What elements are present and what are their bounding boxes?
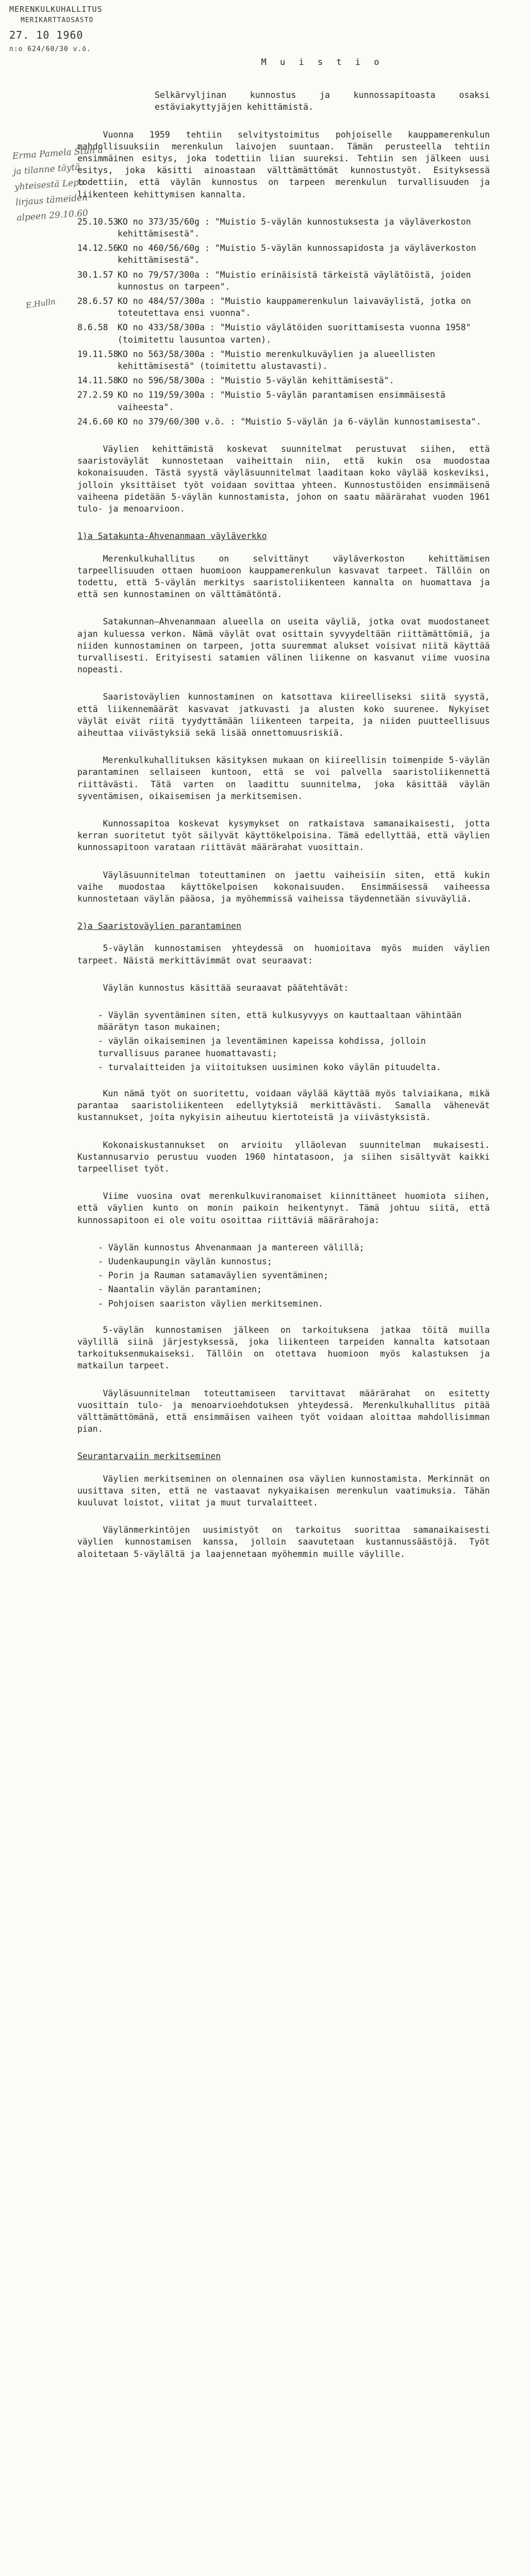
- body-paragraph: Väyläsuunnitelman toteuttamiseen tarvittavat määrärahat on esitetty vuosittain tulo- ja menoarvioehdotuksen yhteydessä. Merenkulkuhallitus pitää välttämättömänä, että ensimmäisen vaiheen työt voidaan aloittaa mahdollisimman pian.: [77, 1388, 490, 1434]
- memo-subject: Selkärvyljinan kunnostus ja kunnossapitoasta osaksi estäviakyttyjäjen kehittämistä.: [155, 90, 490, 112]
- list-item: - Uudenkaupungin väylän kunnostus;: [98, 1257, 272, 1267]
- history-text: KO no 563/58/300a : "Muistio merenkulkuväylien ja alueellisten kehittämisestä" (toimitettu alustavasti).: [118, 349, 435, 371]
- list-item: - Väylän kunnostus Ahvenanmaan ja mantereen välillä;: [98, 1242, 365, 1252]
- history-list: [77, 216, 490, 428]
- body-paragraph: Kokonaiskustannukset on arvioitu ylläolevan suunnitelman mukaisesti. Kustannusarvio perustuu vuoden 1960 hintatasoon, ja siihen sisältyvät kaikki tarpeelliset työt.: [77, 1140, 490, 1174]
- body-paragraph: Kun nämä työt on suoritettu, voidaan väylää käyttää myös talviaikana, mikä parantaa saaristoliikenteen edellytyksiä merkittävästi. Samalla vähenevät kustannukset, joita nykyisin aiheutuu kiertoteistä ja viivästyksistä.: [77, 1089, 490, 1123]
- history-date: 14.11.58: [77, 376, 119, 386]
- history-date: 28.6.57: [77, 296, 113, 307]
- history-date: 24.6.60: [77, 416, 113, 427]
- memo-body: [77, 57, 490, 1575]
- history-text: KO no 433/58/300a : "Muistio väylätöiden suorittamisesta vuonna 1958" (toimitettu lausuntoa varten).: [118, 323, 471, 345]
- section-heading: 2)a Saaristoväylien parantaminen: [77, 921, 241, 931]
- list-item: - turvalaitteiden ja viitoituksen uusiminen koko väylän pituudelta.: [98, 1062, 441, 1072]
- section-heading: Seurantarvaiin merkitseminen: [77, 1451, 221, 1462]
- history-item: [77, 269, 490, 293]
- body-paragraph: Kunnossapitoa koskevat kysymykset on ratkaistava samanaikaisesti, jotta kerran suoritetut työt säilyvät käyttökelpoisina. Tämä edellyttää, että väylien kunnossapitoon varataan riittävät määrärahat vuosittain.: [77, 818, 490, 853]
- history-date: 8.6.58: [77, 323, 108, 333]
- task-list: [77, 1009, 490, 1073]
- history-item: [77, 389, 490, 413]
- body-paragraph: Satakunnan–Ahvenanmaan alueella on useita väyliä, jotka ovat muodostaneet ajan kuluessa verkon. Nämä väylät ovat osittain syvyydeltään riittämättömiä, ja niiden kunnostaminen on tarpeen, jotta suuremmat alukset voisivat niitä käyttää turvallisesti. Erityisesti satamien välinen liikenne on kasvanut viime vuosina nopeasti.: [77, 617, 490, 675]
- list-item: - Porin ja Rauman satamaväylien syventäminen;: [98, 1270, 329, 1281]
- history-text: KO no 596/58/300a : "Muistio 5-väylän kehittämisestä".: [118, 376, 394, 386]
- date-line: 27. 10 1960: [9, 29, 84, 41]
- body-paragraph: Väyläsuunnitelman toteuttaminen on jaettu vaiheisiin siten, että kukin vaihe muodostaa käyttökelpoisen kokonaisuuden. Ensimmäisessä vaiheessa kunnostetaan väylän pääosa, ja myöhemmissä vaiheissa täydennetään sivuväyliä.: [77, 870, 490, 904]
- handwritten-note: Erma Pamela Stun a ja tilanne täytä yhteisestä Lepa lirjaus tämeiden alpeen 29.10.60: [12, 145, 104, 224]
- history-item: [77, 375, 490, 386]
- office-name: MERIKARTTAOSASTO: [21, 16, 94, 24]
- body-paragraph: Väylien merkitseminen on olennainen osa väylien kunnostamista. Merkinnät on uusittava siten, että ne vastaavat nykyaikaisen merenkulun vaatimuksia. Tähän kuuluvat loistot, viitat ja muut turvalaitteet.: [77, 1473, 490, 1508]
- history-item: [77, 348, 490, 372]
- history-text: KO no 373/35/60g : "Muistio 5-väylän kunnostuksesta ja väyläverkoston kehittämisestä".: [118, 216, 471, 239]
- history-date: 14.12.56: [77, 243, 119, 253]
- body-paragraph: Merenkulkuhallitus on selvittänyt väyläverkoston kehittämisen tarpeellisuuden ottaen huomioon kauppamerenkulun kasvavat tarpeet. Tällöin on todettu, että 5-väylän merkitys saaristoliikenteen kannalta on huomattava ja että sen kunnostaminen on välttämätöntä.: [77, 553, 490, 600]
- route-list: [77, 1242, 490, 1310]
- history-text: KO no 379/60/300 v.ö. : "Muistio 5-väylän ja 6-väylän kunnostamisesta".: [118, 416, 482, 427]
- list-item: - Naantalin väylän parantaminen;: [98, 1284, 262, 1295]
- body-paragraph: 5-väylän kunnostamisen jälkeen on tarkoituksena jatkaa töitä muilla väylillä siinä järjestyksessä, joka liikenteen tarpeiden kannalta katsotaan tarkoituksenmukaiseksi. Tällöin on otettava huomioon myös kalastuksen ja matkailun tarpeet.: [77, 1325, 490, 1371]
- handwritten-signature: E.Hulln: [25, 297, 56, 310]
- history-item: [77, 242, 490, 266]
- list-item: - Väylän syventäminen siten, että kulkusyvyys on kauttaaltaan vähintään määrätyn tason mukainen;: [98, 1010, 462, 1032]
- body-paragraph: 5-väylän kunnostamisen yhteydessä on huomioitava myös muiden väylien tarpeet. Näistä merkittävimmät ovat seuraavat:: [77, 943, 490, 965]
- history-date: 30.1.57: [77, 269, 113, 280]
- history-item: [77, 321, 490, 345]
- body-paragraph: Saaristoväylien kunnostaminen on katsottava kiireelliseksi siitä syystä, että liikennemäärät kasvavat jatkuvasti ja alusten koko suurenee. Nykyiset väylät eivät riitä tyydyttämään liikenteen tarpeita, ja niiden puutteellisuus aiheuttaa viivästyksiä sekä lisää onnettomuusriskiä.: [77, 692, 490, 738]
- list-item: - Pohjoisen saariston väylien merkitseminen.: [98, 1298, 324, 1309]
- list-item: - väylän oikaiseminen ja leventäminen kapeissa kohdissa, jolloin turvallisuus paranee huomattavasti;: [98, 1036, 426, 1058]
- section-heading: 1)a Satakunta-Ahvenanmaan väyläverkko: [77, 531, 267, 541]
- body-paragraph: Väylän kunnostus käsittää seuraavat päätehtävät:: [103, 982, 349, 993]
- history-item: [77, 295, 490, 319]
- history-text: KO no 460/56/60g : "Muistio 5-väylän kunnossapidosta ja väyläverkoston kehittämisestä".: [118, 243, 476, 265]
- history-text: KO no 484/57/300a : "Muistio kauppamerenkulun laivaväylistä, jotka on toteutettava ensi vuonna".: [118, 296, 471, 318]
- org-name: MERENKULKUHALLITUS: [9, 5, 103, 14]
- memo-title: M u i s t i o: [261, 57, 384, 67]
- history-date: 25.10.53: [77, 216, 119, 227]
- history-text: KO no 119/59/300a : "Muistio 5-väylän parantamisen ensimmäisestä vaiheesta".: [118, 390, 445, 412]
- history-date: 27.2.59: [77, 390, 113, 400]
- body-paragraph: Väylien kehittämistä koskevat suunnitelmat perustuvat siihen, että saaristoväylät kunnostetaan vaiheittain niin, että kukin osa muodostaa kokonaisuuden. Tästä syystä väyläsuunnitelmat laaditaan koko väylää koskeviksi, jolloin yksittäiset työt voidaan sovittaa yhteen. Kunnostustöiden ensimmäisenä vaiheena pidetään 5-väylän kunnostamista, johon on saatu määrärahat vuoden 1961 tulo- ja menoarvioon.: [77, 444, 490, 514]
- intro-paragraph: Vuonna 1959 tehtiin selvitystoimitus pohjoiselle kauppamerenkulun mahdollisuuksiin merenkulun laivojen suuntaan. Tämän perusteella tehtiin ensimmäinen esitys, joka todettiin liian suureksi. Tehtiin sen jälkeen uusi esitys, joka käsitti ainoastaan välttämättömät kunnostustyöt. Esityksessä todettiin, että väylän kunnostus on tarpeen merenkulun turvallisuuden ja liikenteen kehittymisen kannalta.: [77, 129, 490, 199]
- body-paragraph: Väylänmerkintöjen uusimistyöt on tarkoitus suorittaa samanaikaisesti väylien kunnostamisen kanssa, jolloin saavutetaan kustannussäästöjä. Työt aloitetaan 5-väylältä ja laajennetaan myöhemmin muille väylille.: [77, 1525, 490, 1559]
- body-paragraph: Merenkulkuhallituksen käsityksen mukaan on kiireellisin toimenpide 5-väylän parantaminen sellaiseen kuntoon, että se voi palvella saaristoliikennettä riittävästi. Tätä varten on laadittu suunnitelma, joka käsittää väylän syventämisen, oikaisemisen ja merkitsemisen.: [77, 755, 490, 801]
- body-paragraph: Viime vuosina ovat merenkulkuviranomaiset kiinnittäneet huomiota siihen, että väylien kunto on monin paikoin heikentynyt. Tämä johtuu siitä, että kunnossapitoon ei ole voitu osoittaa riittäviä määrärahoja:: [77, 1191, 490, 1225]
- history-item: [77, 416, 490, 428]
- history-text: KO no 79/57/300a : "Muistio erinäisistä tärkeistä väylätöistä, joiden kunnostus on tarpeen".: [118, 269, 471, 292]
- history-item: [77, 216, 490, 240]
- history-date: 19.11.58: [77, 349, 119, 359]
- reference-number: n:o 624/60/30 v.ö.: [9, 45, 91, 53]
